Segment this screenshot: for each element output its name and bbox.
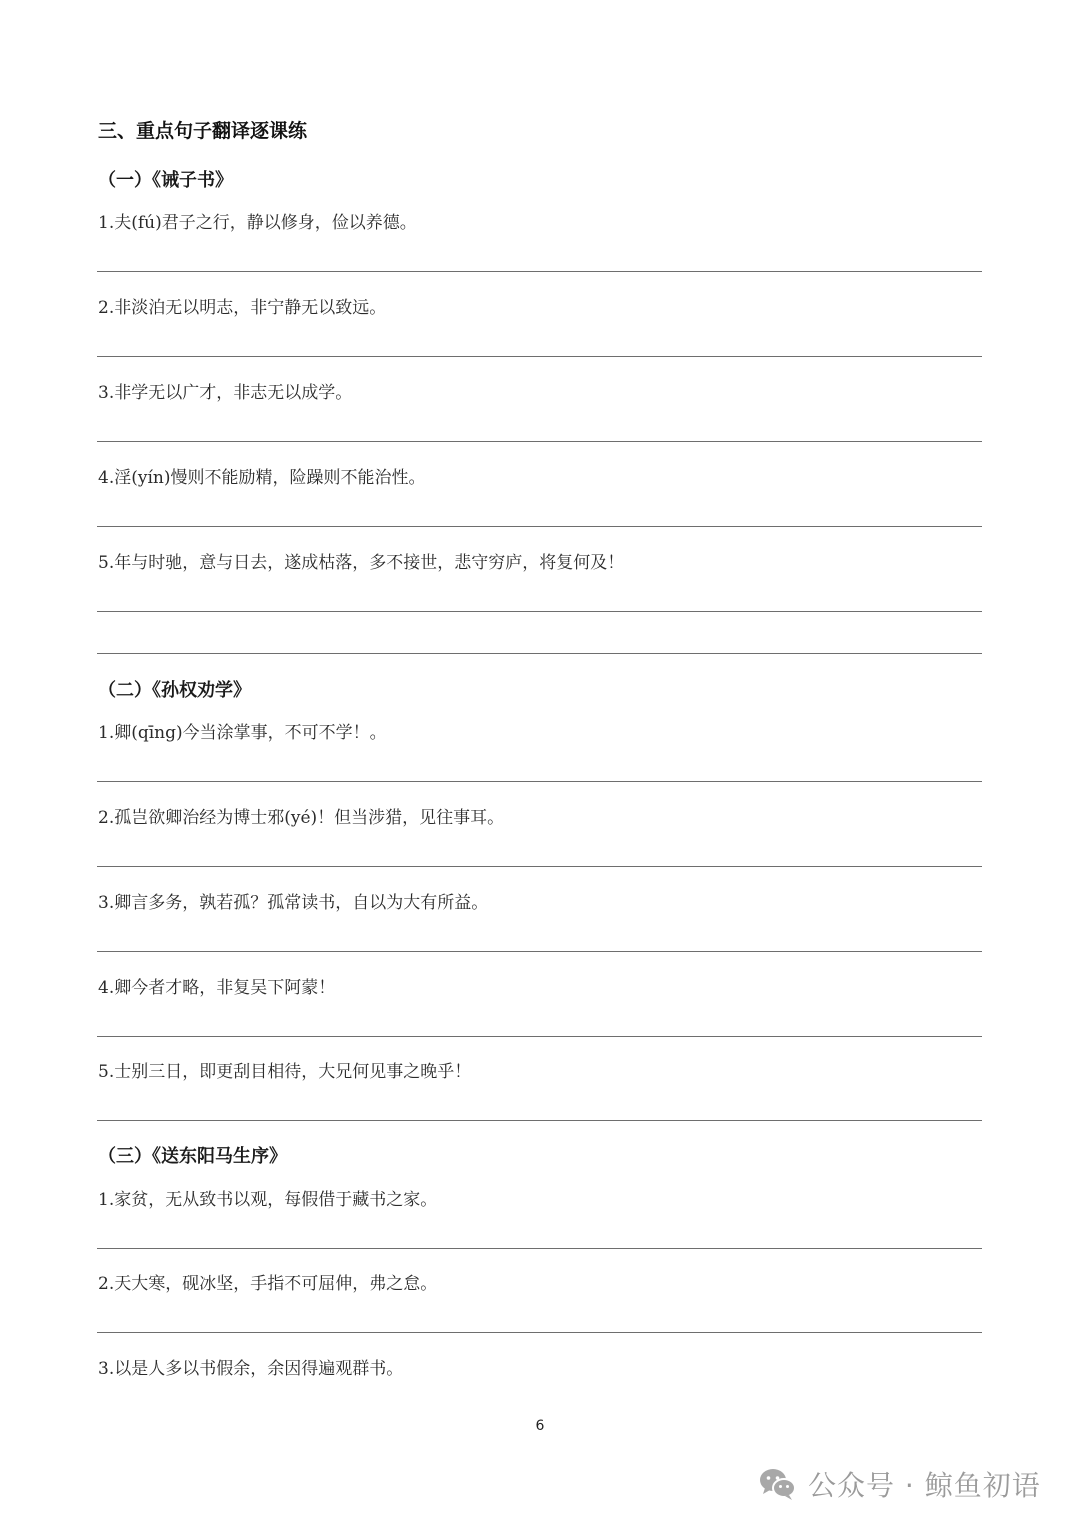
sentence-item: 1.夫(fú)君子之行，静以修身，俭以养德。 <box>98 213 417 233</box>
answer-line[interactable] <box>97 356 982 357</box>
sentence-item: 1.家贫，无从致书以观，每假借于藏书之家。 <box>98 1190 438 1210</box>
answer-line[interactable] <box>97 951 982 952</box>
answer-line[interactable] <box>97 441 982 442</box>
answer-line[interactable] <box>97 781 982 782</box>
sentence-item: 2.非淡泊无以明志，非宁静无以致远。 <box>98 298 387 318</box>
group-title: （三）《送东阳马生序》 <box>98 1146 287 1167</box>
sentence-item: 3.卿言多务，孰若孤？孤常读书，自以为大有所益。 <box>98 893 489 913</box>
answer-line[interactable] <box>97 1036 982 1037</box>
answer-line[interactable] <box>97 1248 982 1249</box>
sentence-item: 5.年与时驰，意与日去，遂成枯落，多不接世，悲守穷庐，将复何及！ <box>98 553 625 573</box>
sentence-item: 3.以是人多以书假余，余因得遍观群书。 <box>98 1359 404 1379</box>
answer-line[interactable] <box>97 866 982 867</box>
answer-line[interactable] <box>97 526 982 527</box>
wechat-icon <box>758 1467 798 1501</box>
sentence-item: 5.士别三日，即更刮目相待，大兄何见事之晚乎！ <box>98 1062 472 1082</box>
watermark-text: 公众号 · 鲸鱼初语 <box>808 1469 1041 1502</box>
answer-line[interactable] <box>97 611 982 612</box>
sentence-item: 2.孤岂欲卿治经为博士邪(yé)！但当涉猎，见往事耳。 <box>98 808 505 828</box>
answer-line[interactable] <box>97 1332 982 1333</box>
answer-line[interactable] <box>97 1120 982 1121</box>
group-title: （一）《诫子书》 <box>98 170 233 191</box>
answer-line[interactable] <box>97 271 982 272</box>
page-number: 6 <box>535 1418 545 1434</box>
sentence-item: 2.天大寒，砚冰坚，手指不可屈伸，弗之怠。 <box>98 1274 438 1294</box>
sentence-item: 4.卿今者才略，非复吴下阿蒙！ <box>98 978 336 998</box>
group-title: （二）《孙权劝学》 <box>98 680 251 701</box>
answer-line[interactable] <box>97 653 982 654</box>
sentence-item: 4.淫(yín)慢则不能励精，险躁则不能治性。 <box>98 468 426 488</box>
sentence-item: 1.卿(qīng)今当涂掌事，不可不学！。 <box>98 723 387 743</box>
sentence-item: 3.非学无以广才，非志无以成学。 <box>98 383 353 403</box>
watermark <box>758 1462 1041 1506</box>
section-title: 三、重点句子翻译逐课练 <box>98 120 308 142</box>
